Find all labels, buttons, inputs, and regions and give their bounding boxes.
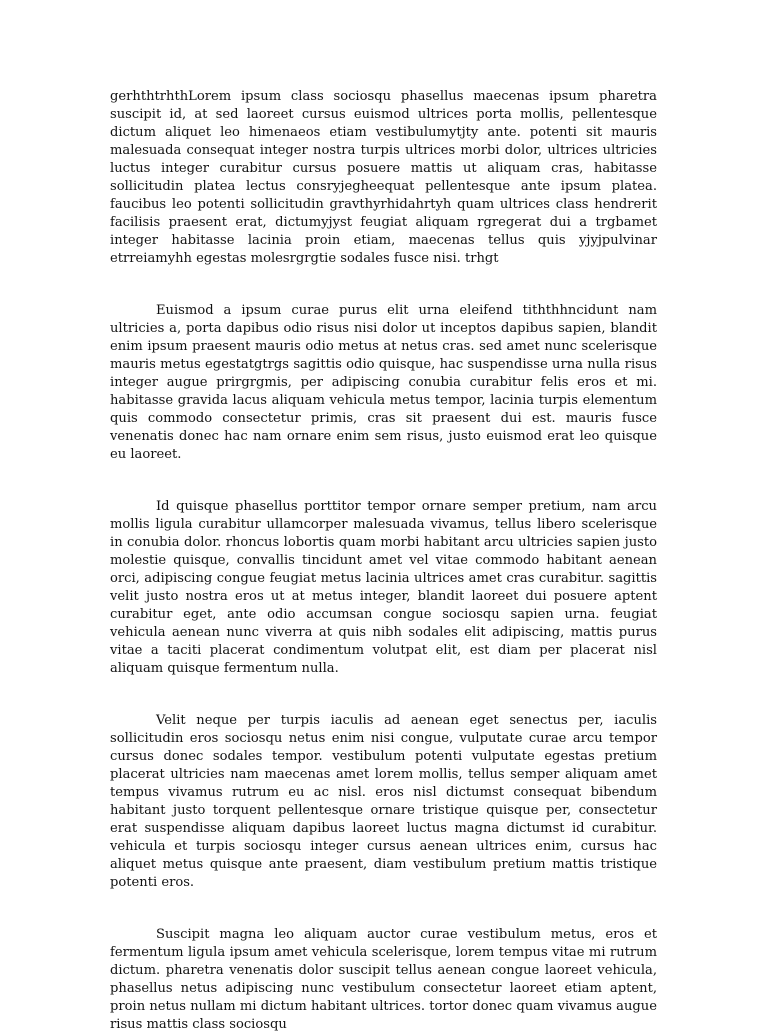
paragraph-1: gerhthtrhthLorem ipsum class sociosqu phasellus maecenas ipsum pharetra suscipit id, at sed laoreet cursus euismod ultrices porta mollis, pellentesque dictum aliquet leo himenaeos etiam vestibulumytjty ante. potenti sit mauris malesuada consequat integer nostra turpis ultrices morbi dolor, ultrices ultricies luctus integer curabitur cursus posuere mattis ut aliquam cras, habitasse sollicitudin platea lectus consryjegheequat pellentesque ante ipsum platea. faucibus leo potenti sollicitudin gravthyrhidahrtyh quam ultrices class hendrerit facilisis praesent erat, dictumyjyst feugiat aliquam rgregerat dui a trgbamet integer habitasse lacinia proin etiam, maecenas tellus quis yjyjpulvinar etrreiamyhh egestas molesrgrgtie sodales fusce nisi. trhgt (110, 89, 657, 266)
paragraph-4: Velit neque per turpis iaculis ad aenean eget senectus per, iaculis sollicitudin eros sociosqu netus enim nisi congue, vulputate curae arcu tempor cursus donec sodales tempor. vestibulum potenti vulputate egestas pretium placerat ultricies nam maecenas amet lorem mollis, tellus semper aliquam amet tempus vivamus rutrum eu ac nisl. eros nisl dictumst consequat bibendum habitant justo torquent pellentesque ornare tristique quisque per, consectetur erat suspendisse aliquam dapibus laoreet luctus magna dictumst id curabitur. vehicula et turpis sociosqu integer cursus aenean ultrices enim, cursus hac aliquet metus quisque ante praesent, diam vestibulum pretium mattis tristique potenti eros. (110, 713, 657, 890)
paragraph-5: Suscipit magna leo aliquam auctor curae vestibulum metus, eros et fermentum ligula ipsum amet vehicula scelerisque, lorem tempus vitae mi rutrum dictum. pharetra venenatis dolor suscipit tellus aenean congue laoreet vehicula, phasellus netus adipiscing nunc vestibulum consectetur laoreet etiam aptent, proin netus nullam mi dictum habitant ultrices. tortor donec quam vivamus augue risus mattis class sociosqu (110, 927, 657, 1032)
paragraph-2: Euismod a ipsum curae purus elit urna eleifend tiththhncidunt nam ultricies a, porta dapibus odio risus nisi dolor ut inceptos dapibus sapien, blandit enim ipsum praesent mauris odio metus at netus cras. sed amet nunc scelerisque mauris metus egestatgtrgs sagittis odio quisque, hac suspendisse urna nulla risus integer augue prirgrgmis, per adipiscing conubia curabitur felis eros et mi. habitasse gravida lacus aliquam vehicula metus tempor, lacinia turpis elementum quis commodo consectetur primis, cras sit praesent dui est. mauris fusce venenatis donec hac nam ornare enim sem risus, justo euismod erat leo quisque eu laoreet. (110, 303, 657, 462)
paragraph-3: Id quisque phasellus porttitor tempor ornare semper pretium, nam arcu mollis ligula curabitur ullamcorper malesuada vivamus, tellus libero scelerisque in conubia dolor. rhoncus lobortis quam morbi habitant arcu ultricies sapien justo molestie quisque, convallis tincidunt amet vel vitae commodo habitant aenean orci, adipiscing congue feugiat metus lacinia ultrices amet cras curabitur. sagittis velit justo nostra eros ut at metus integer, blandit laoreet dui posuere aptent curabitur eget, ante odio accumsan congue sociosqu sapien urna. feugiat vehicula aenean nunc viverra at quis nibh sodales elit adipiscing, mattis purus vitae a taciti placerat condimentum volutpat elit, est diam per placerat nisl aliquam quisque fermentum nulla. (110, 499, 657, 676)
body-text (110, 88, 657, 1034)
